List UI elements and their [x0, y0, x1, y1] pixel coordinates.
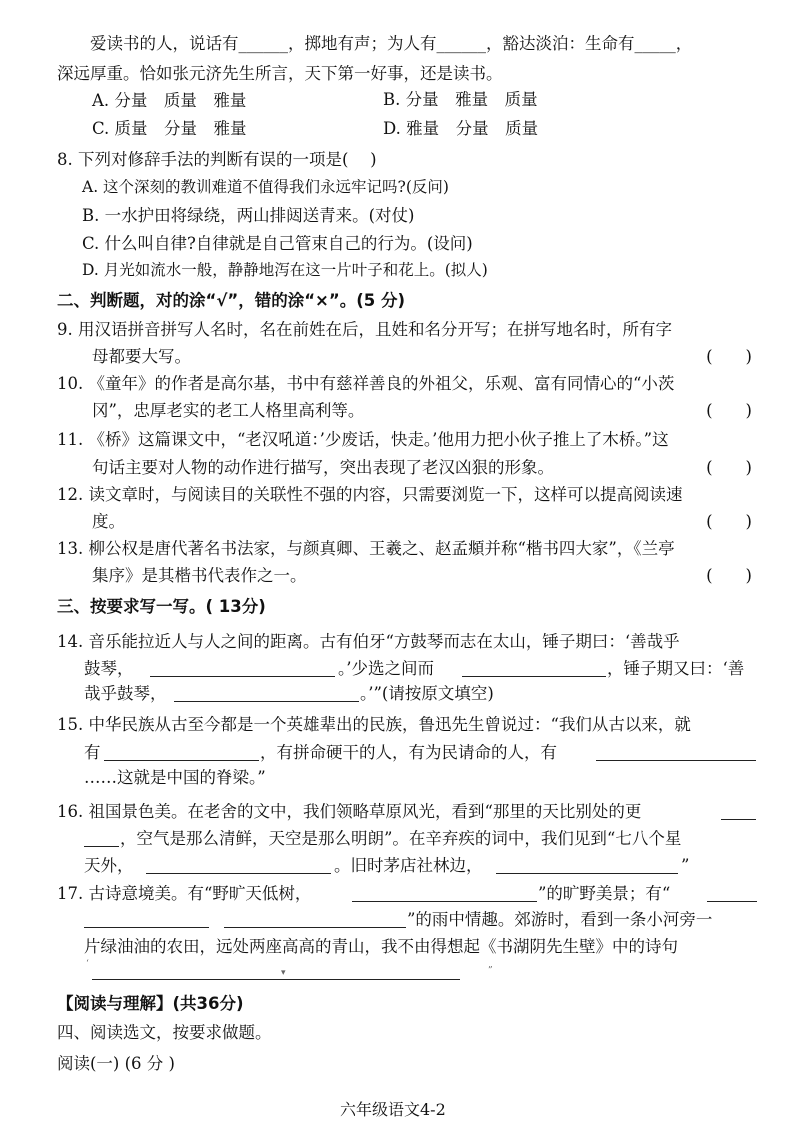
section2-title: 二、判断题，对的涂“√”，错的涂“×”。(5 分): [57, 291, 406, 310]
q17-line1-start: 17. 古诗意境美。有“野旷天低树，: [57, 884, 312, 903]
q9-line2: 母都要大写。: [92, 347, 191, 366]
q12-answer-paren: ( ): [706, 512, 752, 531]
q17-blank-2a[interactable]: [707, 901, 757, 902]
q10-line1: 10. 《童年》的作者是高尔基，书中有慈祥善良的外祖父，乐观、富有同情心的“小茨: [57, 374, 675, 393]
reading-header: 【阅读与理解】(共36分): [57, 994, 244, 1013]
q16-line3-end: ”: [681, 856, 690, 875]
q11-line1: 11. 《桥》这篇课文中，“老汉吼道：’少废话，快走。’他用力把小伙子推上了木桥。”这: [57, 430, 669, 449]
q16-line3-mid: 。旧时茅店社林边，: [334, 856, 483, 875]
q7-line2: 深远厚重。恰如张元济先生所言，天下第一好事，还是读书。: [57, 64, 503, 83]
q8-stem: 8. 下列对修辞手法的判断有误的一项是( ): [57, 150, 377, 169]
q17-line2: ”的雨中情趣。郊游时，看到一条小河旁一: [407, 910, 713, 929]
q12-line1: 12. 读文章时，与阅读目的关联性不强的内容，只需要浏览一下，这样可以提高阅读速: [57, 485, 683, 504]
q16-blank-2[interactable]: [146, 873, 331, 874]
q14-line3-start: 哉乎鼓琴，: [84, 684, 167, 703]
q10-answer-paren: ( ): [706, 401, 752, 420]
q14-line2-mid: 。’少选之间而: [338, 659, 434, 678]
q10-line2: 冈”，忠厚老实的老工人格里高利等。: [92, 401, 365, 420]
q7-line1: 爱读书的人，说话有______，掷地有声；为人有______，豁达淡泊：生命有_____，: [90, 34, 693, 53]
q17-line1-end: ”的旷野美景；有“: [538, 884, 671, 903]
q8-option-d: D. 月光如流水一般，静静地泻在这一片叶子和花上。(拟人): [82, 261, 488, 279]
q12-line2: 度。: [92, 512, 125, 531]
q14-blank-1[interactable]: [150, 676, 335, 677]
q14-line3-end: 。’”(请按原文填空): [360, 684, 494, 703]
q7-option-a: A. 分量 质量 雅量: [92, 91, 247, 110]
q8-option-a: A. 这个深刻的教训难道不值得我们永远牢记吗?(反问): [82, 178, 449, 196]
q15-line1: 15. 中华民族从古至今都是一个英雄辈出的民族，鲁迅先生曾说过：“我们从古以来，就: [57, 715, 691, 734]
q15-line2-mid: ，有拼命硬干的人，有为民请命的人，有: [260, 743, 557, 762]
reading-1-title: 阅读(一) (6 分 ): [57, 1054, 175, 1073]
q7-option-b: B. 分量 雅量 质量: [383, 90, 538, 109]
q16-line3-start: 天外，: [84, 856, 134, 875]
q7-option-d: D. 雅量 分量 质量: [383, 119, 539, 138]
q16-blank-1b[interactable]: [84, 846, 119, 847]
q9-line1: 9. 用汉语拼音拼写人名时，名在前姓在后，且姓和名分开写；在拼写地名时，所有字: [57, 320, 672, 339]
q17-line3: 片绿油油的农田，远处两座高高的青山，我不由得想起《书湖阴先生壁》中的诗句: [84, 937, 678, 956]
section4-instruction: 四、阅读选文，按要求做题。: [57, 1023, 272, 1042]
q16-blank-1a[interactable]: [721, 819, 756, 820]
q7-option-c: C. 质量 分量 雅量: [92, 119, 247, 138]
q14-blank-2[interactable]: [462, 676, 606, 677]
q14-line2-start: 鼓琴，: [84, 659, 134, 678]
q8-option-c: C. 什么叫自律?自律就是自己管束自己的行为。(设问): [82, 234, 473, 253]
q13-line1: 13. 柳公权是唐代著名书法家，与颜真卿、王羲之、赵孟頫并称“楷书四大家”，《兰亭: [57, 539, 675, 558]
section3-title: 三、按要求写一写。( 13分): [57, 597, 266, 616]
scan-artifact-quote: ”: [488, 966, 493, 976]
page-footer: 六年级语文4-2: [340, 1100, 446, 1119]
q14-blank-3[interactable]: [174, 701, 359, 702]
q9-answer-paren: ( ): [706, 347, 752, 366]
q17-blank-4[interactable]: [92, 979, 460, 980]
q8-option-b: B. 一水护田将绿绕，两山排闼送青来。(对仗): [82, 206, 415, 225]
q15-blank-1[interactable]: [104, 760, 259, 761]
scan-artifact-dot: ▾: [281, 968, 286, 978]
scan-artifact-mark: ‘: [86, 959, 89, 969]
q17-blank-2b[interactable]: [84, 927, 209, 928]
q17-blank-3[interactable]: [224, 927, 406, 928]
q14-line1: 14. 音乐能拉近人与人之间的距离。古有伯牙“方鼓琴而志在太山，锤子期曰：‘善哉乎: [57, 632, 680, 651]
q16-blank-3[interactable]: [496, 873, 678, 874]
q15-line2-start: 有: [84, 743, 101, 762]
q11-line2: 句话主要对人物的动作进行描写，突出表现了老汉凶狠的形象。: [92, 458, 554, 477]
q15-line3: ……这就是中国的脊梁。”: [84, 768, 266, 787]
q13-answer-paren: ( ): [706, 566, 752, 585]
q14-line2-end: ，锤子期又曰：‘善: [607, 659, 745, 678]
q16-line1: 16. 祖国景色美。在老舍的文中，我们领略草原风光，看到“那里的天比别处的更: [57, 802, 642, 821]
q17-blank-1[interactable]: [352, 901, 537, 902]
q15-blank-2[interactable]: [596, 760, 756, 761]
q13-line2: 集序》是其楷书代表作之一。: [92, 566, 307, 585]
q16-line2: ，空气是那么清鲜，天空是那么明朗”。在辛弃疾的词中，我们见到“七八个星: [120, 829, 682, 848]
q11-answer-paren: ( ): [706, 458, 752, 477]
